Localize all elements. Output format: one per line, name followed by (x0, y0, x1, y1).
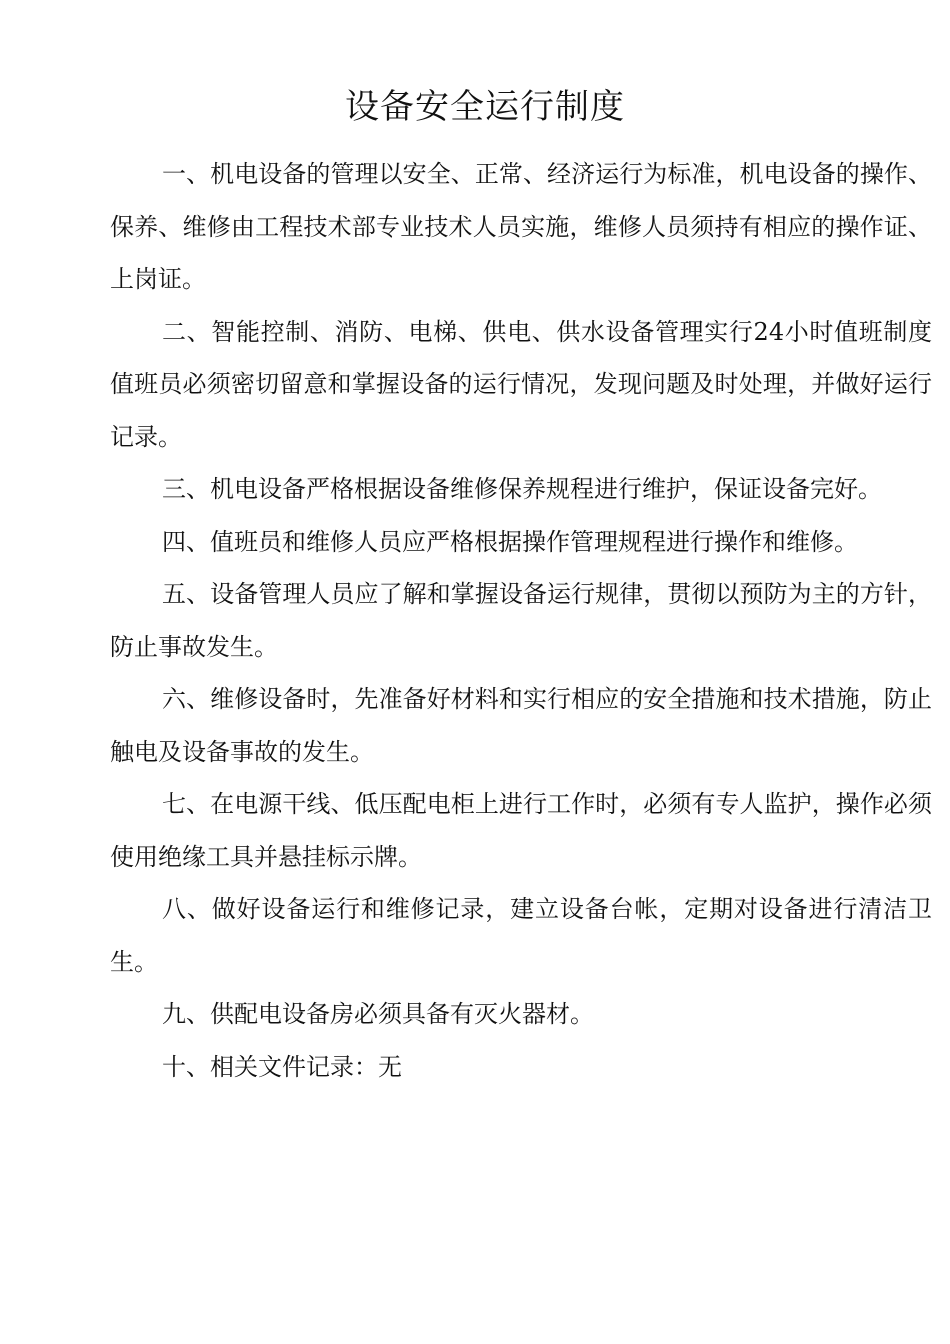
paragraph-2: 二、智能控制、消防、电梯、供电、供水设备管理实行24小时值班制度值班员必须密切留意和掌握设备的运行情况，发现问题及时处理，并做好运行记录。 (110, 317, 932, 451)
paragraph-1: 一、机电设备的管理以安全、正常、经济运行为标准，机电设备的操作、保养、维修由工程技术部专业技术人员实施，维修人员须持有相应的操作证、上岗证。 (110, 160, 932, 293)
paragraph-6: 六、维修设备时，先准备好材料和实行相应的安全措施和技术措施，防止触电及设备事故的发生。 (110, 685, 932, 766)
paragraph-7: 七、在电源干线、低压配电柜上进行工作时，必须有专人监护，操作必须使用绝缘工具并悬挂标示牌。 (110, 790, 932, 871)
document-title: 设备安全运行制度 (345, 87, 625, 127)
paragraph-4: 四、值班员和维修人员应严格根据操作管理规程进行操作和维修。 (162, 527, 858, 556)
paragraph-5: 五、设备管理人员应了解和掌握设备运行规律，贯彻以预防为主的方针，防止事故发生。 (110, 580, 932, 661)
document-body (110, 148, 932, 1093)
paragraph-3: 三、机电设备严格根据设备维修保养规程进行维护，保证设备完好。 (162, 475, 882, 503)
paragraph-9: 九、供配电设备房必须具备有灭火器材。 (162, 1000, 594, 1028)
paragraph-10: 十、相关文件记录：无 (162, 1052, 402, 1081)
paragraph-8: 八、做好设备运行和维修记录，建立设备台帐，定期对设备进行清洁卫生。 (110, 895, 932, 976)
